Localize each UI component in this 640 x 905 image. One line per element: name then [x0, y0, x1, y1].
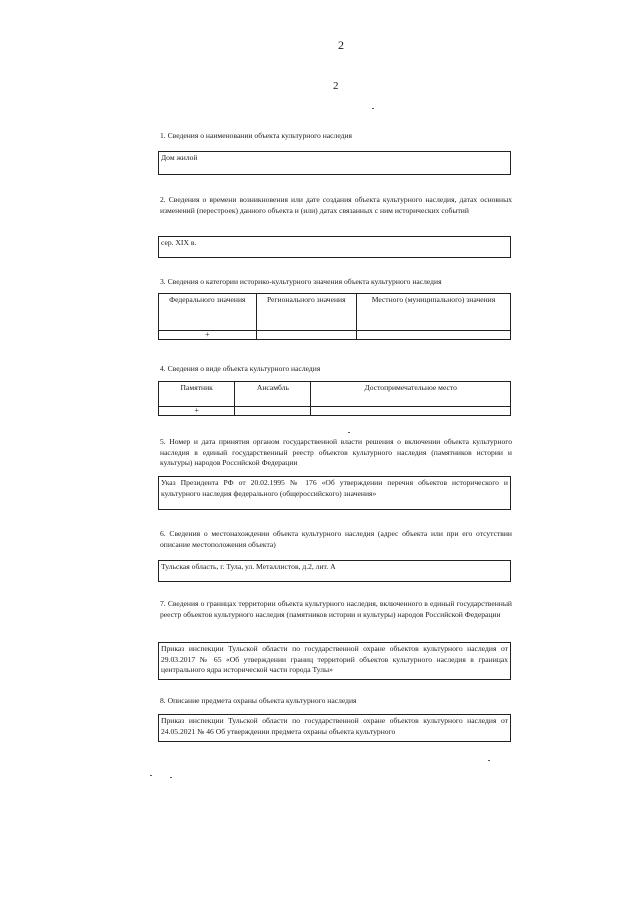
column-federal: Федерального значения	[159, 294, 257, 331]
section-1-heading: 1. Сведения о наименовании объекта культурного наследия	[160, 131, 353, 140]
column-ensemble: Ансамбль	[235, 382, 311, 407]
mark-monument: +	[159, 407, 235, 416]
section-2-value: сер. XIX в.	[158, 236, 511, 258]
table-header-row	[159, 294, 511, 331]
section-6-heading: 6. Сведения о местонахождении объекта культурного наследия (адрес объекта или при его отсутствии описание местоположения объекта)	[160, 529, 512, 549]
category-table	[158, 293, 511, 340]
type-table	[158, 381, 511, 416]
section-8-value: Приказ инспекции Тульской области по государственной охране объектов культурного наследия от 24.05.2021 № 46 Об утверждении предмета охраны объекта культурного	[158, 714, 511, 742]
page-number-top: 2	[338, 38, 344, 52]
mark-ensemble	[235, 407, 311, 416]
column-local: Местного (муниципального) значения	[356, 294, 510, 331]
table-row	[159, 407, 511, 416]
section-7-value: Приказ инспекции Тульской области по государственной охране объектов культурного наследия от 29.03.2017 № 65 «Об утверждении границ территорий объектов культурного наследия в границах центрального ядра исторической части города Тулы»	[158, 642, 511, 680]
column-monument: Памятник	[159, 382, 235, 407]
scan-speck	[372, 108, 374, 109]
column-regional: Регионального значения	[256, 294, 356, 331]
table-row	[159, 331, 511, 340]
section-7-heading: 7. Сведения о границах территории объекта культурного наследия, включенного в единый государственный реестр объектов культурного наследия (памятников истории и культуры) народов Российской Федерации	[160, 599, 512, 619]
scan-speck	[170, 777, 172, 778]
mark-landmark	[311, 407, 511, 416]
section-5-value: Указ Президента РФ от 20.02.1995 № 176 «Об утверждении перечня объектов исторического и культурного наследия федерального (общероссийского) значения»	[158, 476, 511, 510]
table-header-row	[159, 382, 511, 407]
column-landmark: Достопримечательное место	[311, 382, 511, 407]
mark-regional	[256, 331, 356, 340]
scan-speck	[348, 432, 350, 433]
section-3-heading: 3. Сведения о категории историко-культурного значения объекта культурного наследия	[160, 277, 442, 286]
section-5-heading: 5. Номер и дата принятия органом государственной власти решения о включении объекта культурного наследия в единый государственный реестр объектов культурного наследия (памятников истории и культуры) народов Российской Федерации	[160, 437, 512, 467]
page-number: 2	[333, 80, 339, 92]
section-8-heading: 8. Описание предмета охраны объекта культурного наследия	[160, 696, 357, 705]
scan-speck	[150, 775, 152, 776]
section-2-heading: 2. Сведения о времени возникновения или дате создания объекта культурного наследия, датах основных изменений (перестроек) данного объекта и (или) датах связанных с ним исторических событий	[160, 195, 512, 215]
mark-federal: +	[159, 331, 257, 340]
scan-speck	[488, 760, 490, 761]
section-1-value: Дом жилой	[158, 151, 511, 175]
section-4-heading: 4. Сведения о виде объекта культурного наследия	[160, 364, 321, 373]
section-6-value: Тульская область, г. Тула, ул. Металлистов, д.2, лит. А	[158, 560, 511, 582]
mark-local	[356, 331, 510, 340]
